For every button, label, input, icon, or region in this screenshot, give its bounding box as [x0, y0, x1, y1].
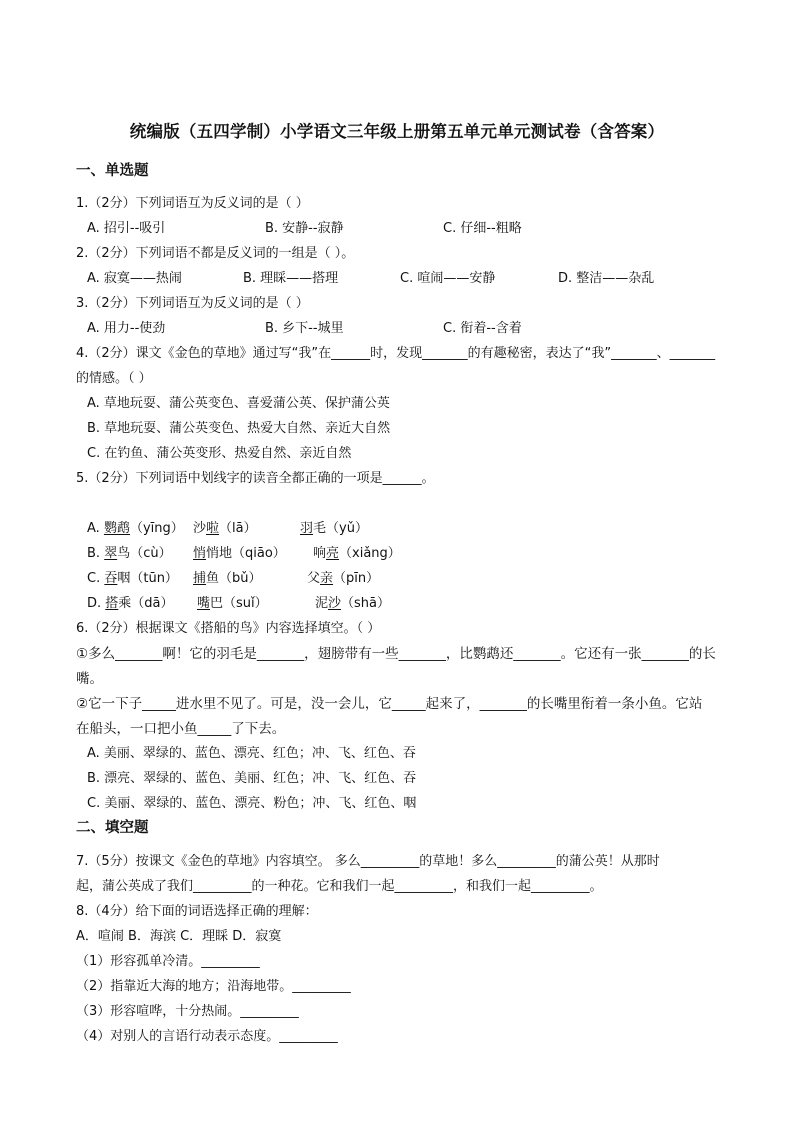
q5-option-c-word3: 父亲（pīn） [307, 571, 380, 586]
question-4-stem: 4.（2分）课文《金色的草地》通过写“我”在______时，发现_______的有趣秘密，表达了“我”_______、_______ [76, 346, 716, 361]
question-4-stem-cont: 的情感。（ ） [76, 371, 152, 386]
underlined-char: 羽 [300, 521, 314, 536]
question-6-passage-1: ①多么_______啊！它的羽毛是_______，翅膀带有一些_______，比鹦鹉还_______。它还有一张_______的长 [76, 646, 716, 662]
q3-option-a[interactable]: A. 用力--使劲 [87, 321, 166, 336]
q5-option-a-word3: 羽毛（yǔ） [300, 521, 368, 536]
question-5-stem: 5.（2分）下列词语中划线字的读音全都正确的一项是______。 [76, 471, 435, 486]
question-8-choices: A．喧闹 B．海滨 C．理睬 D．寂寞 [76, 929, 282, 944]
q4-option-b[interactable]: B. 草地玩耍、蒲公英变色、热爱大自然、亲近大自然 [87, 421, 391, 436]
q5-option-a-word2: 沙啦（lā） [193, 521, 257, 536]
underlined-char: 嘴 [197, 596, 211, 611]
underlined-char: 亲 [320, 571, 334, 586]
section-heading-single-choice: 一、单选题 [76, 163, 149, 179]
q6-option-b[interactable]: B. 漂亮、翠绿的、蓝色、美丽、红色；冲、飞、红色、吞 [87, 771, 417, 786]
q5-option-b-word2: 悄悄地（qiāo） [193, 546, 286, 561]
q6-option-a[interactable]: A. 美丽、翠绿的、蓝色、漂亮、红色；冲、飞、红色、吞 [87, 746, 416, 761]
question-8-item-2: （2）指靠近大海的地方；沿海地带。_________ [76, 979, 351, 994]
question-6-stem: 6.（2分）根据课文《搭船的鸟》内容选择填空。（ ） [76, 621, 381, 636]
q5-option-d-word3: 泥沙（shā） [315, 596, 391, 611]
q2-option-a[interactable]: A. 寂寞——热闹 [87, 271, 182, 286]
q6-option-c[interactable]: C. 美丽、翠绿的、蓝色、漂亮、粉色；冲、飞、红色、咽 [87, 796, 417, 811]
underlined-char: 啦 [206, 521, 220, 536]
question-6-passage-1-cont: 嘴。 [76, 671, 103, 687]
underlined-char: 沙 [328, 596, 342, 611]
question-6-passage-2: ②它一下子_____进水里不见了。可是，没一会儿，它_____起来了，_______的长嘴里衔着一条小鱼。它站 [76, 696, 703, 712]
q5-option-d-word2: 嘴巴（suǐ） [197, 596, 268, 611]
q3-option-c[interactable]: C. 衔着--含着 [443, 321, 522, 336]
page-title: 统编版（五四学制）小学语文三年级上册第五单元单元测试卷（含答案） [129, 122, 665, 141]
q4-option-a[interactable]: A. 草地玩耍、蒲公英变色、喜爱蒲公英、保护蒲公英 [87, 396, 390, 411]
question-2-stem: 2.（2分）下列词语不都是反义词的一组是（ ）。 [76, 246, 355, 261]
question-8-item-4: （4）对别人的言语行动表示态度。_________ [76, 1029, 338, 1044]
question-1-stem: 1.（2分）下列词语互为反义词的是（ ） [76, 196, 309, 211]
q1-option-b[interactable]: B. 安静--寂静 [265, 221, 344, 236]
q1-option-c[interactable]: C. 仔细--粗略 [443, 221, 522, 236]
underlined-char: 亮 [326, 546, 340, 561]
q1-option-a[interactable]: A. 招引--吸引 [87, 221, 166, 236]
q2-option-d[interactable]: D. 整洁——杂乱 [558, 271, 655, 286]
question-3-stem: 3.（2分）下列词语互为反义词的是（ ） [76, 296, 309, 311]
question-8-item-1: （1）形容孤单冷清。_________ [76, 954, 260, 969]
underlined-char: 鹦鹉 [103, 521, 130, 536]
q2-option-b[interactable]: B. 理睬——搭理 [243, 271, 339, 286]
question-7-line1: 7.（5分）按课文《金色的草地》内容填空。 多么_________的草地！多么_________的蒲公英！从那时 [76, 854, 660, 869]
underlined-char: 吞 [104, 571, 118, 586]
q5-option-c-word2: 捕鱼（bǔ） [193, 571, 262, 586]
q5-option-b-word3: 响亮（xiǎng） [313, 546, 401, 561]
section-heading-fill-in: 二、填空题 [76, 820, 149, 836]
q5-option-b-word1[interactable]: B. 翠鸟（cù） [87, 546, 172, 561]
question-6-passage-2-cont: 在船头，一口把小鱼_____了下去。 [76, 721, 286, 737]
underlined-char: 翠 [104, 546, 118, 561]
question-7-line2: 起，蒲公英成了我们_________的一种花。它和我们一起_________，和我们一起_________。 [76, 879, 603, 894]
question-8-stem: 8.（4分）给下面的词语选择正确的理解： [76, 904, 318, 919]
q5-option-a-word1[interactable]: A. 鹦鹉（yīng） [87, 521, 184, 536]
q4-option-c[interactable]: C. 在钓鱼、蒲公英变形、热爱自然、亲近自然 [87, 446, 352, 461]
q5-option-c-word1[interactable]: C. 吞咽（tūn） [87, 571, 178, 586]
question-8-item-3: （3）形容喧哗，十分热闹。_________ [76, 1004, 299, 1019]
q5-option-d-word1[interactable]: D. 搭乘（dā） [87, 596, 174, 611]
q2-option-c[interactable]: C. 喧闹——安静 [400, 271, 496, 286]
underlined-char: 悄 [193, 546, 207, 561]
underlined-char: 搭 [105, 596, 119, 611]
underlined-char: 捕 [193, 571, 207, 586]
q3-option-b[interactable]: B. 乡下--城里 [265, 321, 344, 336]
